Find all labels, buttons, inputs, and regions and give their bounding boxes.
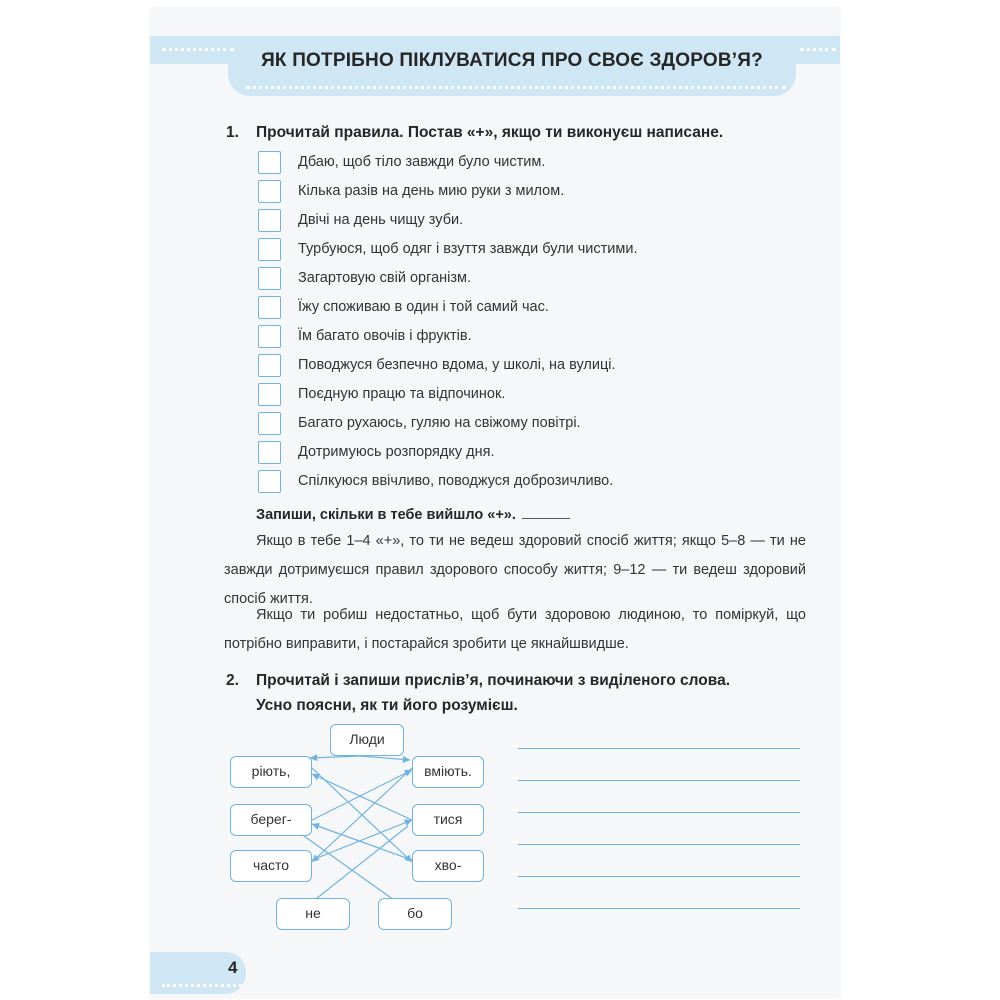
word-box-chasto: часто [230, 850, 312, 882]
rule-text: Дотримуюсь розпорядку дня. [298, 444, 495, 460]
word-box-lyudy: Люди [330, 724, 404, 756]
answer-line[interactable] [518, 876, 800, 877]
advice-paragraph: Якщо ти робиш недостатньо, щоб бути здоровою людиною, то поміркуй, що потрібно виправити, і постарайся зробити це якнайшвидше. [224, 607, 806, 652]
rule-text: Загартовую свій організм. [298, 270, 472, 286]
rule-text: Кілька разів на день мию руки з милом. [298, 183, 565, 199]
rule-text: Двічі на день чищу зуби. [298, 212, 464, 228]
task2-instruction-line1: Прочитай і запиши прислів’я, починаючи з виділеного слова. [256, 672, 731, 689]
answer-line[interactable] [518, 812, 800, 813]
rule-text: Дбаю, щоб тіло завжди було чистим. [298, 154, 546, 170]
rule-text: Їм багато овочів і фруктів. [298, 328, 472, 344]
rule-text: Спілкуюся ввічливо, поводжуся доброзичливо. [298, 473, 614, 489]
answer-line[interactable] [518, 780, 800, 781]
word-box-bo: бо [378, 898, 452, 930]
rule-text: Поводжуся безпечно вдома, у школі, на вулиці. [298, 357, 616, 373]
word-box-tysia: тися [412, 804, 484, 836]
result-paragraph: Якщо в тебе 1–4 «+», то ти не ведеш здоровий спосіб життя; якщо 5–8 — ти не завжди дотримуєшся правил здорового способу життя; 9–12 — ти ведеш здоровий спосіб життя. [224, 533, 806, 607]
answer-line[interactable] [518, 748, 800, 749]
decorative-dots [162, 984, 242, 987]
answer-line[interactable] [518, 908, 800, 909]
rule-text: Турбуюся, щоб одяг і взуття завжди були чистими. [298, 241, 638, 257]
rule-text: Їжу споживаю в один і той самий час. [298, 299, 549, 315]
rule-text: Поєдную працю та відпочинок. [298, 386, 506, 402]
task2-number: 2. [226, 672, 239, 689]
task2-instruction-line2: Усно поясни, як ти його розумієш. [256, 697, 518, 714]
count-prompt-text: Запиши, скільки в тебе вийшло «+». [256, 507, 516, 523]
rule-text: Багато рухаюсь, гуляю на свіжому повітрі. [298, 415, 581, 431]
word-box-ne: не [276, 898, 350, 930]
workbook-page [150, 8, 840, 998]
word-box-khvo: хво- [412, 850, 484, 882]
task1-instruction: Прочитай правила. Постав «+», якщо ти виконуєш написане. [256, 124, 724, 141]
word-box-riyut: ріють, [230, 756, 312, 788]
answer-line[interactable] [518, 844, 800, 845]
page-title: ЯК ПОТРІБНО ПІКЛУВАТИСЯ ПРО СВОЄ ЗДОРОВ’Я? [261, 50, 763, 71]
word-box-vmiyut: вміють. [412, 756, 484, 788]
task1-number: 1. [226, 124, 239, 141]
page-number: 4 [228, 958, 238, 977]
word-box-bereh: берег- [230, 804, 312, 836]
